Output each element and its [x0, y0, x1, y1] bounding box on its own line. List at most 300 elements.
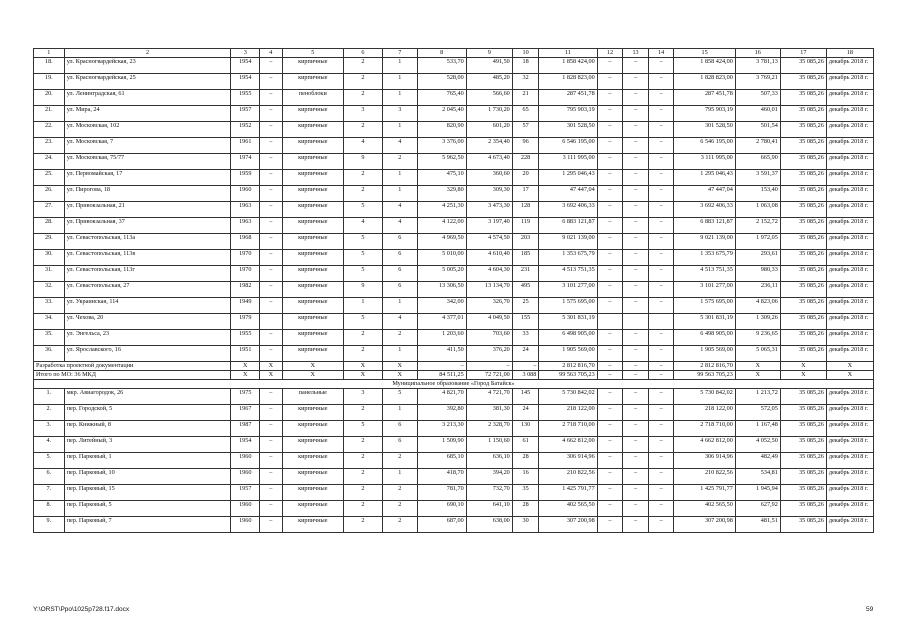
table-cell: 24. [34, 154, 65, 170]
table-cell: 4 [382, 218, 417, 234]
table-cell: – [260, 266, 283, 282]
table-cell: декабрь 2018 г. [826, 74, 873, 90]
table-cell: – [597, 362, 623, 371]
table-cell: 32. [34, 282, 65, 298]
table-cell: 3 591,37 [735, 170, 780, 186]
table-cell: – [597, 138, 623, 154]
table-cell: 1957 [231, 485, 260, 501]
table-cell: 11 [539, 49, 597, 58]
table-cell: 2 [64, 49, 231, 58]
table-cell: 3 101 277,00 [674, 282, 735, 298]
table-cell: 57 [512, 122, 539, 138]
table-cell: 6 883 121,87 [674, 218, 735, 234]
table-cell: – [648, 517, 674, 533]
table-cell: – [623, 234, 649, 250]
table-cell: 35 085,26 [780, 389, 826, 405]
table-cell: 10 [512, 49, 539, 58]
table-cell: ул. Московская, 7 [64, 138, 231, 154]
table-cell: 491,50 [466, 58, 512, 74]
table-cell: ул. Чехова, 20 [64, 314, 231, 330]
table-cell: 210 822,56 [539, 469, 597, 485]
table-cell: 1967 [231, 405, 260, 421]
table-cell: 4 604,30 [466, 266, 512, 282]
table-cell: 33 [512, 330, 539, 346]
table-cell: – [623, 362, 649, 371]
table-cell: 7 [382, 49, 417, 58]
table-cell: 1. [34, 389, 65, 405]
table-cell: 3 473,30 [466, 202, 512, 218]
table-cell: – [623, 346, 649, 362]
table-cell: 1963 [231, 202, 260, 218]
table-cell: – [623, 250, 649, 266]
table-cell: X [780, 371, 826, 380]
table-cell: 4 821,70 [417, 389, 466, 405]
table-cell: декабрь 2018 г. [826, 405, 873, 421]
table-cell: – [597, 437, 623, 453]
table-cell: 1 295 046,43 [674, 170, 735, 186]
table-cell: 1960 [231, 453, 260, 469]
table-cell: – [648, 250, 674, 266]
table-cell: – [260, 122, 283, 138]
table-cell: – [260, 138, 283, 154]
table-cell: – [648, 453, 674, 469]
table-cell: – [260, 154, 283, 170]
table-cell: кирпичные [282, 517, 343, 533]
section-title-row [34, 380, 874, 389]
table-cell: Итого по МО: 36 МКД [34, 371, 231, 380]
table-cell: 1955 [231, 330, 260, 346]
table-cell: – [648, 421, 674, 437]
table-cell: 4 574,50 [466, 234, 512, 250]
table-cell: 460,01 [735, 106, 780, 122]
table-cell: 4 513 751,35 [539, 266, 597, 282]
table-cell: – [260, 218, 283, 234]
table-cell: 218 122,00 [674, 405, 735, 421]
table-cell: 18 [512, 58, 539, 74]
table-cell: – [623, 437, 649, 453]
table-cell: 2 [382, 517, 417, 533]
table-cell: X [735, 371, 780, 380]
table-cell: 2 [343, 469, 382, 485]
table-cell: пеноблоки [282, 90, 343, 106]
table-cell: 35 085,26 [780, 485, 826, 501]
table-cell: 795 903,19 [674, 106, 735, 122]
table-cell: 9. [34, 517, 65, 533]
housing-repair-table [33, 48, 874, 533]
table-cell: 13 134,70 [466, 282, 512, 298]
table-cell: – [417, 362, 466, 371]
table-cell: 4 823,06 [735, 298, 780, 314]
table-cell: – [623, 58, 649, 74]
table-cell: кирпичные [282, 501, 343, 517]
table-cell: 1952 [231, 122, 260, 138]
table-cell: декабрь 2018 г. [826, 437, 873, 453]
table-cell: 1 353 675,79 [674, 250, 735, 266]
table-cell: декабрь 2018 г. [826, 314, 873, 330]
table-cell: – [260, 501, 283, 517]
table-cell: 34. [34, 314, 65, 330]
table-cell: 24 [512, 346, 539, 362]
table-cell: декабрь 2018 г. [826, 90, 873, 106]
table-cell: декабрь 2018 г. [826, 298, 873, 314]
table-cell: 6 498 905,00 [539, 330, 597, 346]
table-cell: 1 905 569,00 [674, 346, 735, 362]
table-cell: кирпичные [282, 122, 343, 138]
table-cell: X [260, 371, 283, 380]
table-cell: 394,20 [466, 469, 512, 485]
table-cell: 6 [382, 437, 417, 453]
table-cell: – [597, 266, 623, 282]
table-cell: 236,11 [735, 282, 780, 298]
table-cell: 5 [343, 314, 382, 330]
table-cell: 601,20 [466, 122, 512, 138]
table-cell: 9 021 139,00 [674, 234, 735, 250]
table-cell: 35 [512, 485, 539, 501]
table-cell [260, 314, 283, 330]
table-cell: 4 662 812,00 [539, 437, 597, 453]
table-cell: кирпичные [282, 154, 343, 170]
table-cell: 781,70 [417, 485, 466, 501]
table-cell: 495 [512, 282, 539, 298]
table-cell: – [648, 138, 674, 154]
table-row [34, 469, 874, 485]
table-cell: 1 203,60 [417, 330, 466, 346]
table-cell: – [260, 90, 283, 106]
table-cell: – [597, 330, 623, 346]
table-cell: X [826, 362, 873, 371]
table-cell: 35 085,26 [780, 90, 826, 106]
table-cell: 5 [343, 234, 382, 250]
table-cell: – [648, 282, 674, 298]
table-cell: 31. [34, 266, 65, 282]
table-cell: – [260, 421, 283, 437]
table-cell: – [623, 170, 649, 186]
table-cell: – [260, 517, 283, 533]
table-cell: – [648, 298, 674, 314]
table-cell: 23. [34, 138, 65, 154]
table-cell: 84 511,25 [417, 371, 466, 380]
table-cell: 3. [34, 421, 65, 437]
table-cell: 4 049,50 [466, 314, 512, 330]
table-cell: 2 [343, 517, 382, 533]
table-cell: 732,70 [466, 485, 512, 501]
table-cell: – [623, 282, 649, 298]
table-cell: 35 085,26 [780, 106, 826, 122]
table-cell: – [623, 154, 649, 170]
table-cell: 35 085,26 [780, 421, 826, 437]
table-cell: 1960 [231, 501, 260, 517]
table-cell: – [648, 485, 674, 501]
table-cell: 1 150,60 [466, 437, 512, 453]
table-cell: 5 301 831,19 [539, 314, 597, 330]
document-path: Y:\ORST\Ppo\1025p728.f17.docx [33, 606, 130, 613]
table-cell: 35 085,26 [780, 74, 826, 90]
table-cell: – [260, 106, 283, 122]
table-cell: 3 769,21 [735, 74, 780, 90]
table-cell: 119 [512, 218, 539, 234]
table-cell: 641,10 [466, 501, 512, 517]
table-cell: ул. Пирогова, 18 [64, 186, 231, 202]
table-cell: декабрь 2018 г. [826, 485, 873, 501]
table-cell: – [648, 202, 674, 218]
table-cell: кирпичные [282, 421, 343, 437]
table-cell: декабрь 2018 г. [826, 282, 873, 298]
table-cell: 2 [343, 501, 382, 517]
table-cell: 13 [623, 49, 649, 58]
table-cell: 3 197,40 [466, 218, 512, 234]
table-cell: – [648, 362, 674, 371]
table-cell: 25 [512, 298, 539, 314]
table-cell: ул. Энгельса, 23 [64, 330, 231, 346]
table-cell: 2 [343, 186, 382, 202]
table-cell: 636,10 [466, 453, 512, 469]
table-cell: 306 914,96 [674, 453, 735, 469]
table-cell: 1982 [231, 282, 260, 298]
table-cell: кирпичные [282, 298, 343, 314]
table-cell: 1 945,94 [735, 485, 780, 501]
table-cell: 1 [382, 122, 417, 138]
table-cell: ул. Красногвардейская, 25 [64, 74, 231, 90]
table-cell: 2. [34, 405, 65, 421]
table-cell: 4 [382, 202, 417, 218]
table-cell: – [623, 218, 649, 234]
table-cell: 4 [382, 138, 417, 154]
table-cell: 482,49 [735, 453, 780, 469]
table-cell: – [623, 389, 649, 405]
table-cell: 21. [34, 106, 65, 122]
table-cell: 14 [648, 49, 674, 58]
table-cell: 2 045,40 [417, 106, 466, 122]
table-cell: 9 021 139,00 [539, 234, 597, 250]
table-cell: X [780, 362, 826, 371]
table-cell: 5. [34, 453, 65, 469]
table-cell: – [648, 186, 674, 202]
table-cell: 2 [343, 330, 382, 346]
table-cell: кирпичные [282, 266, 343, 282]
table-row [34, 202, 874, 218]
table-cell: – [648, 58, 674, 74]
table-cell: кирпичные [282, 437, 343, 453]
table-cell: 293,61 [735, 250, 780, 266]
table-cell: 4 [343, 138, 382, 154]
table-cell: пер. Парковый, 7 [64, 517, 231, 533]
table-cell: X [826, 371, 873, 380]
table-cell: 4 122,00 [417, 218, 466, 234]
table-cell: – [597, 218, 623, 234]
table-cell: – [623, 138, 649, 154]
table-cell: – [597, 453, 623, 469]
table-cell: кирпичные [282, 58, 343, 74]
table-cell: 4 [382, 314, 417, 330]
table-cell: – [648, 330, 674, 346]
table-cell: 35 085,26 [780, 330, 826, 346]
table-cell: – [623, 405, 649, 421]
table-cell: 12 [597, 49, 623, 58]
table-cell: 4 610,40 [466, 250, 512, 266]
table-cell: 402 565,50 [539, 501, 597, 517]
table-cell: 638,00 [466, 517, 512, 533]
table-cell: 29. [34, 234, 65, 250]
table-cell: 4 673,40 [466, 154, 512, 170]
table-cell: 9 [343, 282, 382, 298]
table-row [34, 485, 874, 501]
table-cell: – [597, 250, 623, 266]
table-cell: – [597, 106, 623, 122]
table-cell: 485,20 [466, 74, 512, 90]
table-cell: декабрь 2018 г. [826, 58, 873, 74]
table-cell: панельные [282, 389, 343, 405]
table-cell: 24 [512, 405, 539, 421]
table-cell: 501,54 [735, 122, 780, 138]
table-cell: 6 883 121,87 [539, 218, 597, 234]
table-cell: кирпичные [282, 485, 343, 501]
table-cell: 5 730 842,02 [539, 389, 597, 405]
table-cell: 1 213,72 [735, 389, 780, 405]
table-cell: 1954 [231, 58, 260, 74]
table-cell: 309,30 [466, 186, 512, 202]
table-cell: 2 812 816,70 [539, 362, 597, 371]
table-cell: 1 730,20 [466, 106, 512, 122]
table-cell: декабрь 2018 г. [826, 186, 873, 202]
table-cell: – [597, 517, 623, 533]
table-cell: 360,60 [466, 170, 512, 186]
table-cell: 1 425 791,77 [539, 485, 597, 501]
table-cell: 1955 [231, 90, 260, 106]
table-cell: декабрь 2018 г. [826, 453, 873, 469]
table-cell: 4 377,01 [417, 314, 466, 330]
table-cell: – [597, 122, 623, 138]
table-cell: 1 [382, 405, 417, 421]
table-cell: 36. [34, 346, 65, 362]
table-cell: 47 447,04 [674, 186, 735, 202]
table-row [34, 218, 874, 234]
table-cell: ул. Московская, 102 [64, 122, 231, 138]
total-row [34, 371, 874, 380]
table-cell: – [623, 122, 649, 138]
table-cell: 6 [343, 49, 382, 58]
table-cell: – [623, 298, 649, 314]
table-cell: – [260, 250, 283, 266]
table-cell: 287 451,78 [539, 90, 597, 106]
table-cell: 228 [512, 154, 539, 170]
table-cell: 27. [34, 202, 65, 218]
table-cell: – [260, 405, 283, 421]
table-cell: – [597, 405, 623, 421]
table-cell: 4 513 751,35 [674, 266, 735, 282]
table-cell: 6. [34, 469, 65, 485]
table-cell: 3 [343, 389, 382, 405]
table-cell: – [648, 501, 674, 517]
table-cell: X [260, 362, 283, 371]
table-cell: – [623, 469, 649, 485]
table-row [34, 266, 874, 282]
table-cell: 1 063,08 [735, 202, 780, 218]
table-cell: 6 498 905,00 [674, 330, 735, 346]
table-cell: 35 085,26 [780, 298, 826, 314]
table-cell: 35 085,26 [780, 250, 826, 266]
table-cell: 5 [343, 202, 382, 218]
table-cell: 3 376,00 [417, 138, 466, 154]
table-cell: 1 [382, 186, 417, 202]
table-cell: – [597, 298, 623, 314]
table-cell: 7. [34, 485, 65, 501]
table-row [34, 453, 874, 469]
table-cell: 820,90 [417, 122, 466, 138]
table-cell: – [597, 346, 623, 362]
table-cell: 4 [260, 49, 283, 58]
table-cell: мкр. Авиагородок, 26 [64, 389, 231, 405]
table-cell: пер. Городской, 5 [64, 405, 231, 421]
table-row [34, 74, 874, 90]
table-cell: ул. Севастопольская, 113г [64, 266, 231, 282]
table-cell: пер. Книжный, 8 [64, 421, 231, 437]
table-cell: – [648, 266, 674, 282]
table-cell: 1 828 823,00 [539, 74, 597, 90]
table-cell: 1 309,26 [735, 314, 780, 330]
table-cell: 8. [34, 501, 65, 517]
table-cell: – [597, 501, 623, 517]
table-cell: ул. Ярославского, 16 [64, 346, 231, 362]
table-cell: 3 088 [512, 371, 539, 380]
table-cell: 4 721,70 [466, 389, 512, 405]
table-cell: 35. [34, 330, 65, 346]
table-cell: 35 085,26 [780, 501, 826, 517]
table-cell: 287 451,78 [674, 90, 735, 106]
table-cell: 1 575 695,00 [539, 298, 597, 314]
table-cell: 528,00 [417, 74, 466, 90]
page-number: 59 [866, 606, 874, 613]
table-cell: декабрь 2018 г. [826, 154, 873, 170]
table-cell: 765,40 [417, 90, 466, 106]
table-cell: 2 [343, 437, 382, 453]
table-cell: 130 [512, 421, 539, 437]
table-cell: 35 085,26 [780, 58, 826, 74]
table-cell: 96 [512, 138, 539, 154]
table-cell: – [623, 371, 649, 380]
table-cell: 1960 [231, 469, 260, 485]
column-number-row [34, 49, 874, 58]
table-cell: 26. [34, 186, 65, 202]
table-row [34, 250, 874, 266]
table-cell: – [597, 389, 623, 405]
table-cell: 2 718 710,00 [539, 421, 597, 437]
table-cell: 35 085,26 [780, 218, 826, 234]
table-cell: 1 167,48 [735, 421, 780, 437]
table-cell: 2 718 710,00 [674, 421, 735, 437]
table-row [34, 90, 874, 106]
table-row [34, 501, 874, 517]
table-cell: 2 [343, 58, 382, 74]
table-cell: – [597, 421, 623, 437]
table-cell: пер. Парковый, 1 [64, 453, 231, 469]
table-cell: – [648, 437, 674, 453]
table-row [34, 58, 874, 74]
table-cell: 2 [382, 485, 417, 501]
table-cell: 3 692 406,33 [674, 202, 735, 218]
table-cell: 795 903,19 [539, 106, 597, 122]
table-cell: – [260, 58, 283, 74]
table-cell: 1 905 569,00 [539, 346, 597, 362]
table-cell: 35 085,26 [780, 346, 826, 362]
table-cell: 1 509,90 [417, 437, 466, 453]
table-cell: X [343, 362, 382, 371]
table-cell: 61 [512, 437, 539, 453]
table-cell: 35 085,26 [780, 138, 826, 154]
table-cell: 2 [382, 154, 417, 170]
table-cell: 2 328,70 [466, 421, 512, 437]
table-cell: ул. Севастопольская, 113в [64, 250, 231, 266]
table-cell: 690,10 [417, 501, 466, 517]
